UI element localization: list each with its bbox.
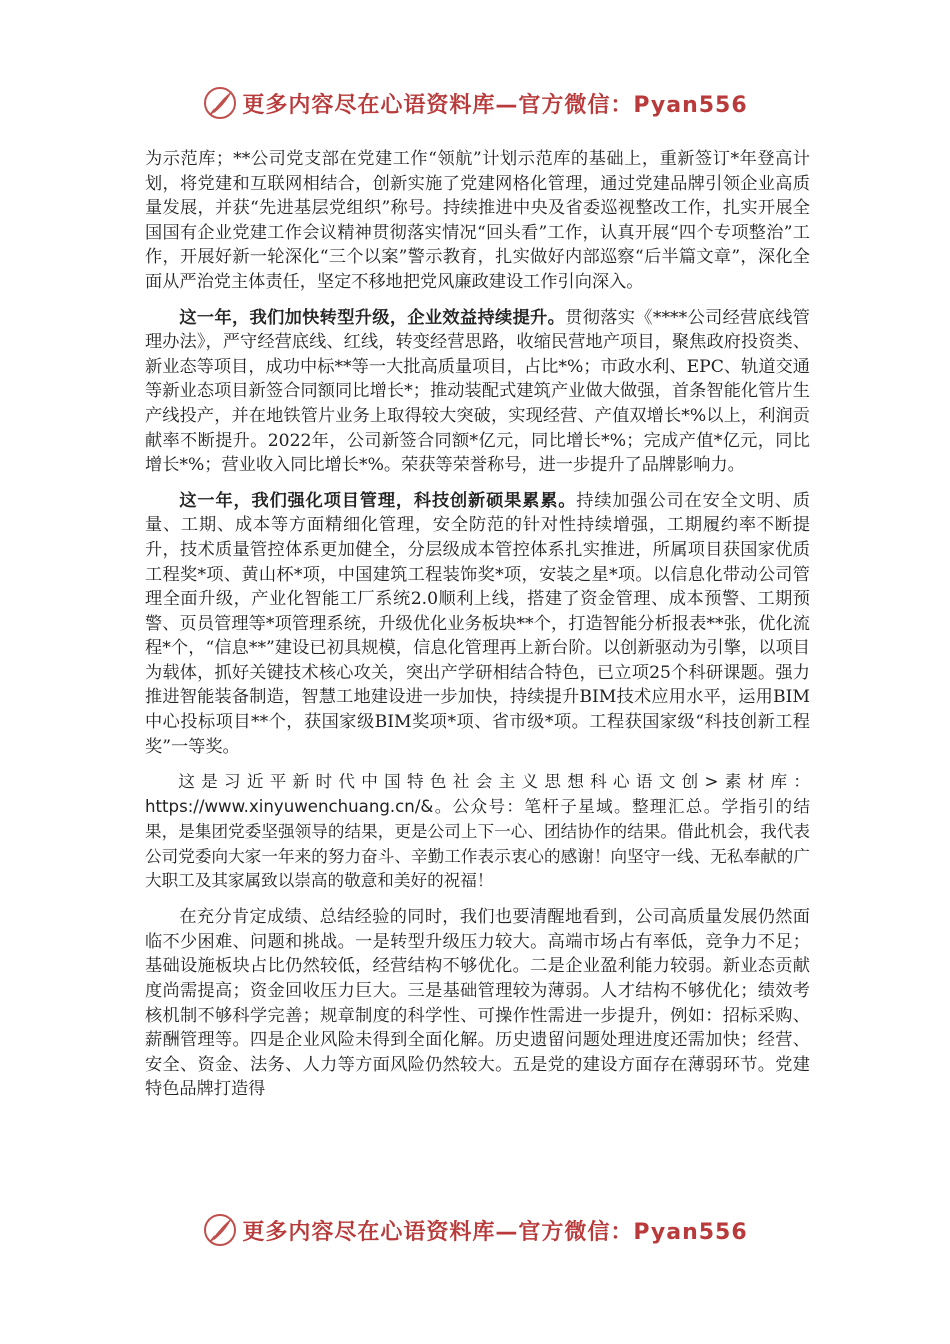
watermark-text: 更多内容尽在心语资料库—官方微信：Pyan556: [242, 92, 748, 118]
paragraph-4: [145, 770, 810, 894]
paragraph-2-lead: 这一年，我们加快转型升级，企业效益持续提升。: [179, 307, 566, 328]
paragraph-3-lead: 这一年，我们强化项目管理，科技创新硕果累累。: [179, 490, 577, 511]
document-body: [145, 147, 810, 1113]
paragraph-1-body: 为示范库；**公司党支部在党建工作“领航”计划示范库的基础上，重新签订*年登高计划，将党建和互联网相结合，创新实施了党建网格化管理，通过党建品牌引领企业高质量发展，并获“先进基层党组织”称号。持续推进中央及省委巡视整改工作，扎实开展全国国有企业党建工作会议精神贯彻落实情况“回头看”工作，认真开展“四个专项整治”工作，开展好新一轮深化“三个以案”警示教育，扎实做好内部巡察“后半篇文章”，深化全面从严治党主体责任，坚定不移地把党风廉政建设工作引向深入。: [145, 149, 810, 292]
header-watermark: [0, 83, 950, 123]
quill-logo-icon: [202, 85, 238, 121]
paragraph-2: [145, 306, 810, 478]
paragraph-5: [145, 905, 810, 1102]
watermark-text: 更多内容尽在心语资料库—官方微信：Pyan556: [242, 1219, 748, 1245]
paragraph-1: [145, 147, 810, 295]
paragraph-4-body: 这是习近平新时代中国特色社会主义思想科心语文创>素材库：https://www.xinyuwenchuang.cn/&。公众号：笔杆子星域。整理汇总。学指引的结果，是集团党委坚强领导的结果，更是公司上下一心、团结协作的结果。借此机会，我代表公司党委向大家一年来的努力奋斗、辛勤工作表示衷心的感谢！向坚守一线、无私奉献的广大职工及其家属致以崇高的敬意和美好的祝福！: [145, 772, 810, 891]
paragraph-5-body: 在充分肯定成绩、总结经验的同时，我们也要清醒地看到，公司高质量发展仍然面临不少困难、问题和挑战。一是转型升级压力较大。高端市场占有率低，竞争力不足；基础设施板块占比仍然较低，经营结构不够优化。二是企业盈利能力较弱。新业态贡献度尚需提高；资金回收压力巨大。三是基础管理较为薄弱。人才结构不够优化；绩效考核机制不够科学完善；规章制度的科学性、可操作性需进一步提升，例如：招标采购、薪酬管理等。四是企业风险未得到全面化解。历史遗留问题处理进度还需加快；经营、安全、资金、法务、人力等方面风险仍然较大。五是党的建设方面存在薄弱环节。党建特色品牌打造得: [145, 907, 810, 1100]
paragraph-2-body: 贯彻落实《****公司经营底线管理办法》，严守经营底线、红线，转变经营思路，收缩民营地产项目，聚焦政府投资类、新业态等项目，成功中标**等一大批高质量项目，占比*%；市政水利、EPC、轨道交通等新业态项目新签合同额同比增长*；推动装配式建筑产业做大做强，首条智能化管片生产线投产，并在地铁管片业务上取得较大突破，实现经营、产值双增长*%以上，利润贡献率不断提升。2022年，公司新签合同额*亿元，同比增长*%；完成产值*亿元，同比增长*%；营业收入同比增长*%。荣获等荣誉称号，进一步提升了品牌影响力。: [145, 307, 810, 476]
footer-watermark: [0, 1210, 950, 1250]
paragraph-3: [145, 489, 810, 760]
paragraph-3-body: 持续加强公司在安全文明、质量、工期、成本等方面精细化管理，安全防范的针对性持续增强，工期履约率不断提升，技术质量管控体系更加健全，分层级成本管控体系扎实推进，所属项目获国家优质工程奖*项、黄山杯*项，中国建筑工程装饰奖*项，安装之星*项。以信息化带动公司管理全面升级，产业化智能工厂系统2.0顺利上线，搭建了资金管理、成本预警、工期预警、页员管理等*项管理系统，升级优化业务板块**个，打造智能分析报表**张，优化流程*个，“信息**”建设已初具规模，信息化管理再上新台阶。以创新驱动为引擎，以项目为载体，抓好关键技术核心攻关，突出产学研相结合特色，已立项25个科研课题。强力推进智能装备制造，智慧工地建设进一步加快，持续提升BIM技术应用水平，运用BIM中心投标项目**个，获国家级BIM奖项*项、省市级*项。工程获国家级“科技创新工程奖”一等奖。: [145, 490, 810, 757]
quill-logo-icon: [202, 1212, 238, 1248]
